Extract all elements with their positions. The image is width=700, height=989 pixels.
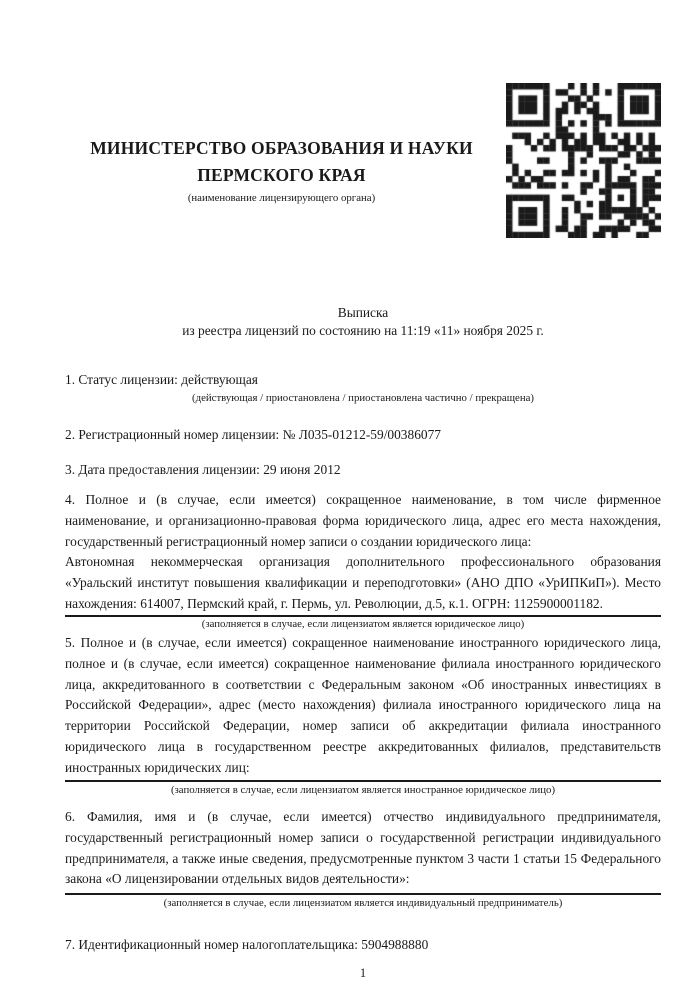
title-line2: из реестра лицензий по состоянию на 11:19 «11» ноября 2025 г. <box>182 323 544 338</box>
item-4-note: (заполняется в случае, если лицензиатом является юридическое лицо) <box>201 618 525 631</box>
item-4-text: 4. Полное и (в случае, если имеется) сокращенное наименование, в том числе фирменное наименование, и организационно-правовая форма юридического лица, адрес его места нахождения, государственный регистрационный номер записи о создании юридического лица: <box>65 492 661 549</box>
document-header <box>65 0 661 238</box>
item-5-note: (заполняется в случае, если лицензиатом является иностранное юридическое лицо) <box>170 784 556 797</box>
item-grant-date <box>65 460 661 481</box>
ministry-name-line1: МИНИСТЕРСТВО ОБРАЗОВАНИЯ И НАУКИ <box>90 138 473 158</box>
ministry-caption: (наименование лицензирующего органа) <box>187 192 376 204</box>
item-6-text: 6. Фамилия, имя и (в случае, если имеется) отчество индивидуального предпринимателя, государственный регистрационный номер записи о государственной регистрации индивидуального предпринимателя, а также иные сведения, предусмотренные пунктом 3 части 1 статьи 15 Федерального закона «О лицензировании отдельных видов деятельности»: <box>65 807 661 895</box>
qr-code-icon <box>506 83 661 238</box>
item-taxpayer-number <box>65 935 661 956</box>
title-line1: Выписка <box>337 305 389 320</box>
licensing-authority-block <box>65 83 506 205</box>
item-4-value: Автономная некоммерческая организация дополнительного профессионального образования «Уральский институт повышения квалификации и переподготовки» (АНО ДПО «УрИПКиП»). Место нахождения: 614007, Пермский край, г. Пермь, ул. Революции, д.5, к.1. ОГРН: 1125900001182. <box>65 552 661 617</box>
item-3-text: 3. Дата предоставления лицензии: 29 июня 2012 <box>65 462 341 478</box>
ministry-name-line2: ПЕРМСКОГО КРАЯ <box>197 165 366 185</box>
item-license-status <box>65 370 661 405</box>
item-individual-entrepreneur <box>65 807 661 910</box>
item-1-note: (действующая / приостановлена / приостановлена частично / прекращена) <box>192 391 534 404</box>
item-5-text: 5. Полное и (в случае, если имеется) сокращенное наименование иностранного юридического лица, полное и (в случае, если имеется) сокращенное наименование филиала иностранного юридического лица, аккредитованного в соответствии с Федеральным законом «Об иностранных инвестициях в Российской Федерации», адрес (место нахождения) филиала иностранного юридического лица на территории Российской Федерации, номер записи об аккредитации филиала иностранного юридического лица в государственном реестре аккредитованных филиалов, представительств иностранных юридических лиц: <box>65 633 661 782</box>
ministry-name <box>65 135 498 189</box>
item-registration-number <box>65 425 661 446</box>
document-body <box>65 370 661 956</box>
page-number: 1 <box>359 965 367 980</box>
item-7-text: 7. Идентификационный номер налогоплательщика: 5904988880 <box>65 937 429 953</box>
item-1-text: 1. Статус лицензии: действующая <box>65 372 258 387</box>
item-legal-entity <box>65 490 661 631</box>
item-foreign-legal-entity <box>65 633 661 797</box>
item-2-text: 2. Регистрационный номер лицензии: № Л035-01212-59/00386077 <box>65 426 441 442</box>
item-6-note: (заполняется в случае, если лицензиатом является индивидуальный предприниматель) <box>163 897 563 910</box>
document-title <box>65 304 661 340</box>
